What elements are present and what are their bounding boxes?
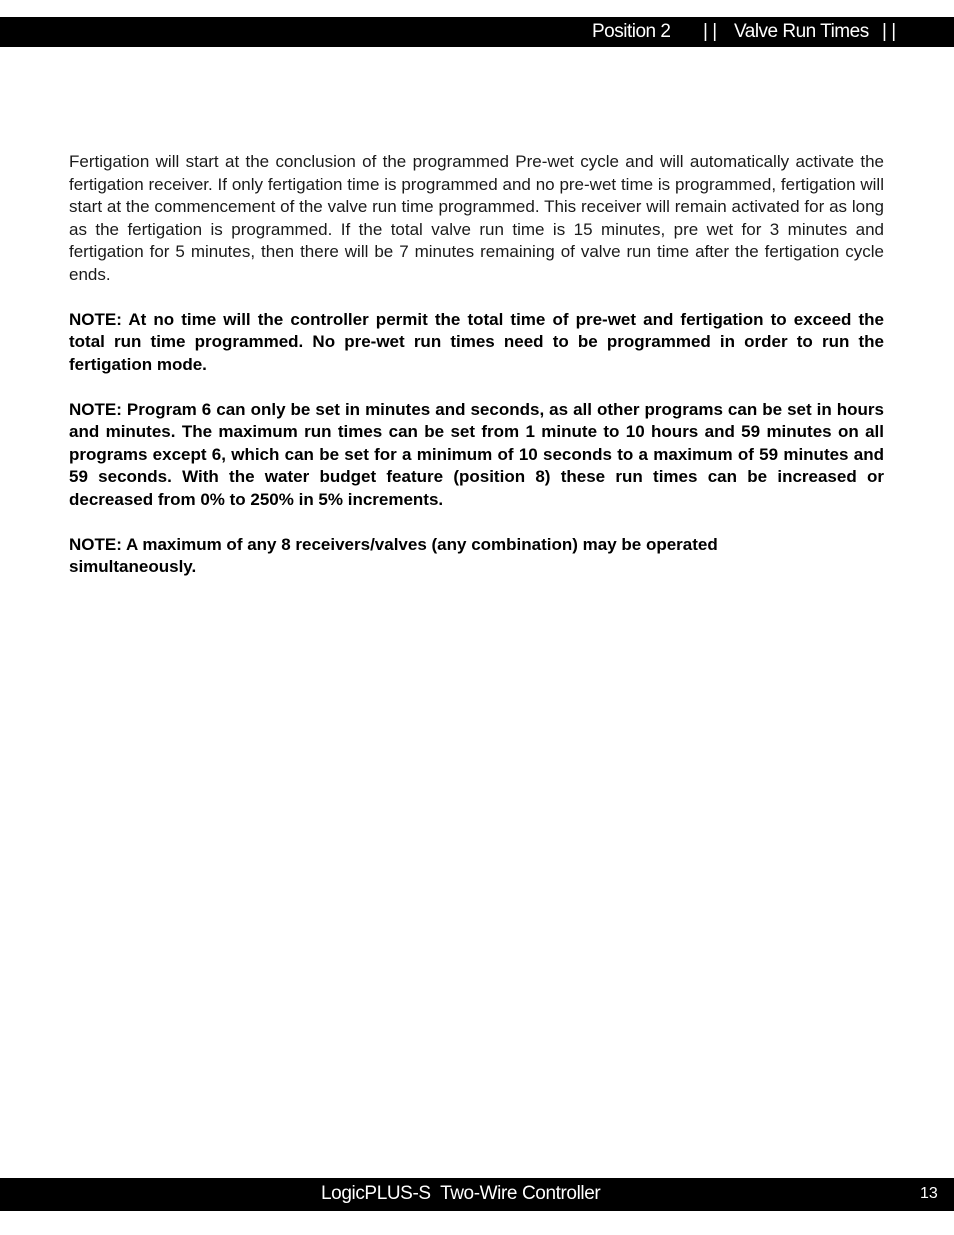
fertigation-paragraph: Fertigation will start at the conclusion of the programmed Pre-wet cycle and will automatically activate the fertigation receiver. If only fertigation time is programmed and no pre-wet time is programmed, fertigation will start at the commencement of the valve run time programmed. This receiver will remain activated for as long as the fertigation is programmed. If the total valve run time is 15 minutes, pre wet for 3 minutes and fertigation for 5 minutes, then there will be 7 minutes remaining of valve run time after the fertigation cycle ends. xyxy=(69,152,884,284)
note-total-run-time: NOTE: At no time will the controller permit the total time of pre-wet and fertigation to exceed the total run time programmed. No pre-wet run times need to be programmed in order to run the fertigation mode. xyxy=(69,309,884,374)
header-separator-right: | | xyxy=(882,21,896,42)
header-bar xyxy=(0,17,954,47)
footer-title: LogicPLUS-S Two-Wire Controller xyxy=(321,1183,601,1204)
page-body xyxy=(69,151,884,601)
header-position: Position 2 xyxy=(592,21,671,42)
page-number: 13 xyxy=(920,1185,938,1202)
header-separator-left: | | xyxy=(703,21,717,42)
footer-bar xyxy=(0,1178,954,1211)
note-program-6: NOTE: Program 6 can only be set in minutes and seconds, as all other programs can be set in hours and minutes. The maximum run times can be set from 1 minute to 10 hours and 59 minutes on all programs except 6, which can be set for a minimum of 10 seconds to a maximum of 59 minutes and 59 seconds. With the water budget feature (position 8) these run times can be increased or decreased from 0% to 250% in 5% increments. xyxy=(69,399,884,509)
note-max-receivers: NOTE: A maximum of any 8 receivers/valves (any combination) may be operated simultaneously. xyxy=(69,534,718,576)
header-section-title: Valve Run Times xyxy=(734,21,869,42)
